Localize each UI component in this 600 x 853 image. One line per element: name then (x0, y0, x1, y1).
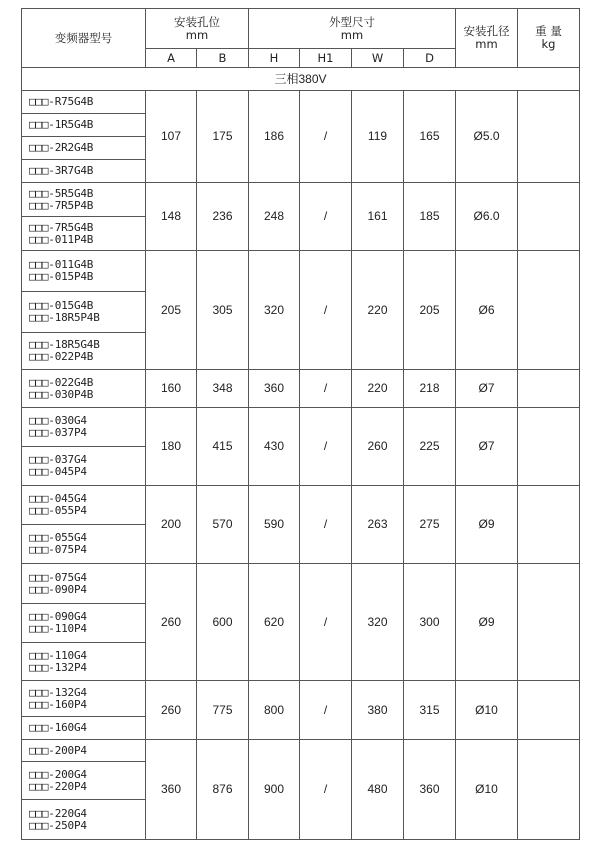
value-b: 415 (197, 408, 249, 486)
model-cell (22, 717, 146, 740)
model-code: □□□-110P4 (29, 622, 87, 635)
model-code: □□□-055P4 (29, 504, 87, 517)
model-code: □□□-160P4 (29, 697, 87, 711)
table-row (22, 408, 580, 447)
value-a: 200 (146, 486, 197, 564)
model-cell (22, 604, 146, 643)
header-mount-holes: 安装孔位 mm (146, 9, 249, 49)
section-title: 三相380V (22, 68, 580, 91)
value-h: 248 (249, 183, 300, 251)
header-model: 变频器型号 (22, 9, 146, 68)
weight-cell (518, 564, 580, 681)
table-row (22, 183, 580, 217)
value-d: 360 (404, 740, 456, 840)
value-d: 185 (404, 183, 456, 251)
value-h: 590 (249, 486, 300, 564)
value-w: 380 (352, 681, 404, 740)
value-h: 800 (249, 681, 300, 740)
weight-cell (518, 370, 580, 408)
weight-cell (518, 408, 580, 486)
model-code: □□□-030P4B (29, 387, 94, 401)
col-a: A (146, 49, 197, 68)
value-a: 107 (146, 91, 197, 183)
value-a: 260 (146, 681, 197, 740)
value-w: 161 (352, 183, 404, 251)
value-w: 220 (352, 370, 404, 408)
value-dia: Ø6.0 (456, 183, 518, 251)
value-h: 360 (249, 370, 300, 408)
model-cell (22, 486, 146, 525)
header-dimensions: 外型尺寸 mm (249, 9, 456, 49)
model-code: □□□-110G4 (29, 648, 87, 662)
col-w: W (352, 49, 404, 68)
value-d: 315 (404, 681, 456, 740)
value-dia: Ø6 (456, 251, 518, 370)
model-code: □□□-037P4 (29, 426, 87, 439)
model-cell (22, 762, 146, 800)
value-d: 205 (404, 251, 456, 370)
model-cell (22, 564, 146, 604)
model-code: □□□-090P4 (29, 582, 87, 596)
value-dia: Ø9 (456, 564, 518, 681)
table-row (22, 370, 580, 408)
model-code: □□□-045G4 (29, 492, 87, 505)
model-code: □□□-220P4 (29, 779, 87, 793)
model-code: □□□-037G4 (29, 453, 87, 466)
table-row (22, 251, 580, 292)
model-code: □□□-132P4 (29, 660, 87, 674)
model-cell (22, 800, 146, 840)
value-d: 218 (404, 370, 456, 408)
value-dia: Ø5.0 (456, 91, 518, 183)
model-code: □□□-220G4 (29, 806, 87, 820)
value-w: 480 (352, 740, 404, 840)
model-cell (22, 643, 146, 681)
value-b: 570 (197, 486, 249, 564)
value-a: 160 (146, 370, 197, 408)
model-code: □□□-045P4 (29, 465, 87, 478)
model-code: □□□-030G4 (29, 414, 87, 427)
value-a: 260 (146, 564, 197, 681)
table-row (22, 564, 580, 604)
weight-cell (518, 740, 580, 840)
value-h: 320 (249, 251, 300, 370)
col-h: H (249, 49, 300, 68)
weight-cell (518, 681, 580, 740)
value-w: 320 (352, 564, 404, 681)
value-b: 600 (197, 564, 249, 681)
model-code: □□□-3R7G4B (29, 164, 94, 177)
model-cell (22, 525, 146, 564)
model-cell (22, 740, 146, 762)
value-b: 305 (197, 251, 249, 370)
model-code: □□□-5R5G4B (29, 186, 94, 200)
value-b: 236 (197, 183, 249, 251)
model-cell (22, 91, 146, 114)
model-code: □□□-022G4B (29, 375, 94, 389)
model-cell (22, 370, 146, 408)
model-cell (22, 137, 146, 160)
value-dia: Ø9 (456, 486, 518, 564)
model-code: □□□-200G4 (29, 767, 87, 781)
value-dia: Ø7 (456, 408, 518, 486)
weight-cell (518, 91, 580, 183)
value-a: 205 (146, 251, 197, 370)
value-h: 900 (249, 740, 300, 840)
model-code: □□□-R75G4B (29, 95, 94, 108)
weight-cell (518, 486, 580, 564)
value-h1: / (300, 681, 352, 740)
model-code: □□□-1R5G4B (29, 118, 94, 131)
model-cell (22, 447, 146, 486)
value-a: 148 (146, 183, 197, 251)
value-h: 430 (249, 408, 300, 486)
value-d: 300 (404, 564, 456, 681)
value-h1: / (300, 740, 352, 840)
model-code: □□□-18R5G4B (29, 338, 100, 351)
value-b: 775 (197, 681, 249, 740)
value-w: 263 (352, 486, 404, 564)
model-code: □□□-055G4 (29, 531, 87, 544)
value-h1: / (300, 183, 352, 251)
value-w: 119 (352, 91, 404, 183)
model-code: □□□-011P4B (29, 232, 94, 246)
value-a: 360 (146, 740, 197, 840)
model-code: □□□-015G4B (29, 299, 94, 312)
value-h1: / (300, 370, 352, 408)
table-row (22, 91, 580, 114)
model-code: □□□-160G4 (29, 721, 87, 734)
model-cell (22, 183, 146, 217)
value-h: 186 (249, 91, 300, 183)
col-d: D (404, 49, 456, 68)
model-code: □□□-2R2G4B (29, 141, 94, 154)
value-h: 620 (249, 564, 300, 681)
value-d: 165 (404, 91, 456, 183)
table-row (22, 740, 580, 762)
table-row (22, 486, 580, 525)
table-row (22, 681, 580, 717)
model-code: □□□-132G4 (29, 685, 87, 699)
value-a: 180 (146, 408, 197, 486)
value-b: 175 (197, 91, 249, 183)
value-b: 876 (197, 740, 249, 840)
model-code: □□□-075P4 (29, 543, 87, 556)
value-h1: / (300, 408, 352, 486)
value-h1: / (300, 251, 352, 370)
col-h1: H1 (300, 49, 352, 68)
value-w: 260 (352, 408, 404, 486)
model-cell (22, 160, 146, 183)
value-h1: / (300, 486, 352, 564)
header-hole-diameter: 安装孔径 mm (456, 9, 518, 68)
model-code: □□□-250P4 (29, 818, 87, 832)
value-dia: Ø10 (456, 681, 518, 740)
model-code: □□□-090G4 (29, 610, 87, 623)
model-cell (22, 217, 146, 251)
model-cell (22, 408, 146, 447)
value-dia: Ø10 (456, 740, 518, 840)
model-cell (22, 292, 146, 333)
model-code: □□□-011G4B (29, 258, 94, 271)
model-cell (22, 114, 146, 137)
col-b: B (197, 49, 249, 68)
model-code: □□□-7R5P4B (29, 198, 94, 212)
value-h1: / (300, 564, 352, 681)
value-w: 220 (352, 251, 404, 370)
value-d: 275 (404, 486, 456, 564)
value-dia: Ø7 (456, 370, 518, 408)
model-cell (22, 251, 146, 292)
model-cell (22, 333, 146, 370)
model-code: □□□-7R5G4B (29, 220, 94, 234)
dimension-table (21, 8, 580, 840)
model-code: □□□-200P4 (29, 743, 87, 757)
weight-cell (518, 183, 580, 251)
value-h1: / (300, 91, 352, 183)
model-code: □□□-015P4B (29, 270, 94, 283)
header-weight: 重 量 kg (518, 9, 580, 68)
value-d: 225 (404, 408, 456, 486)
model-code: □□□-18R5P4B (29, 311, 100, 324)
model-cell (22, 681, 146, 717)
model-code: □□□-022P4B (29, 350, 94, 363)
value-b: 348 (197, 370, 249, 408)
model-code: □□□-075G4 (29, 570, 87, 584)
weight-cell (518, 251, 580, 370)
